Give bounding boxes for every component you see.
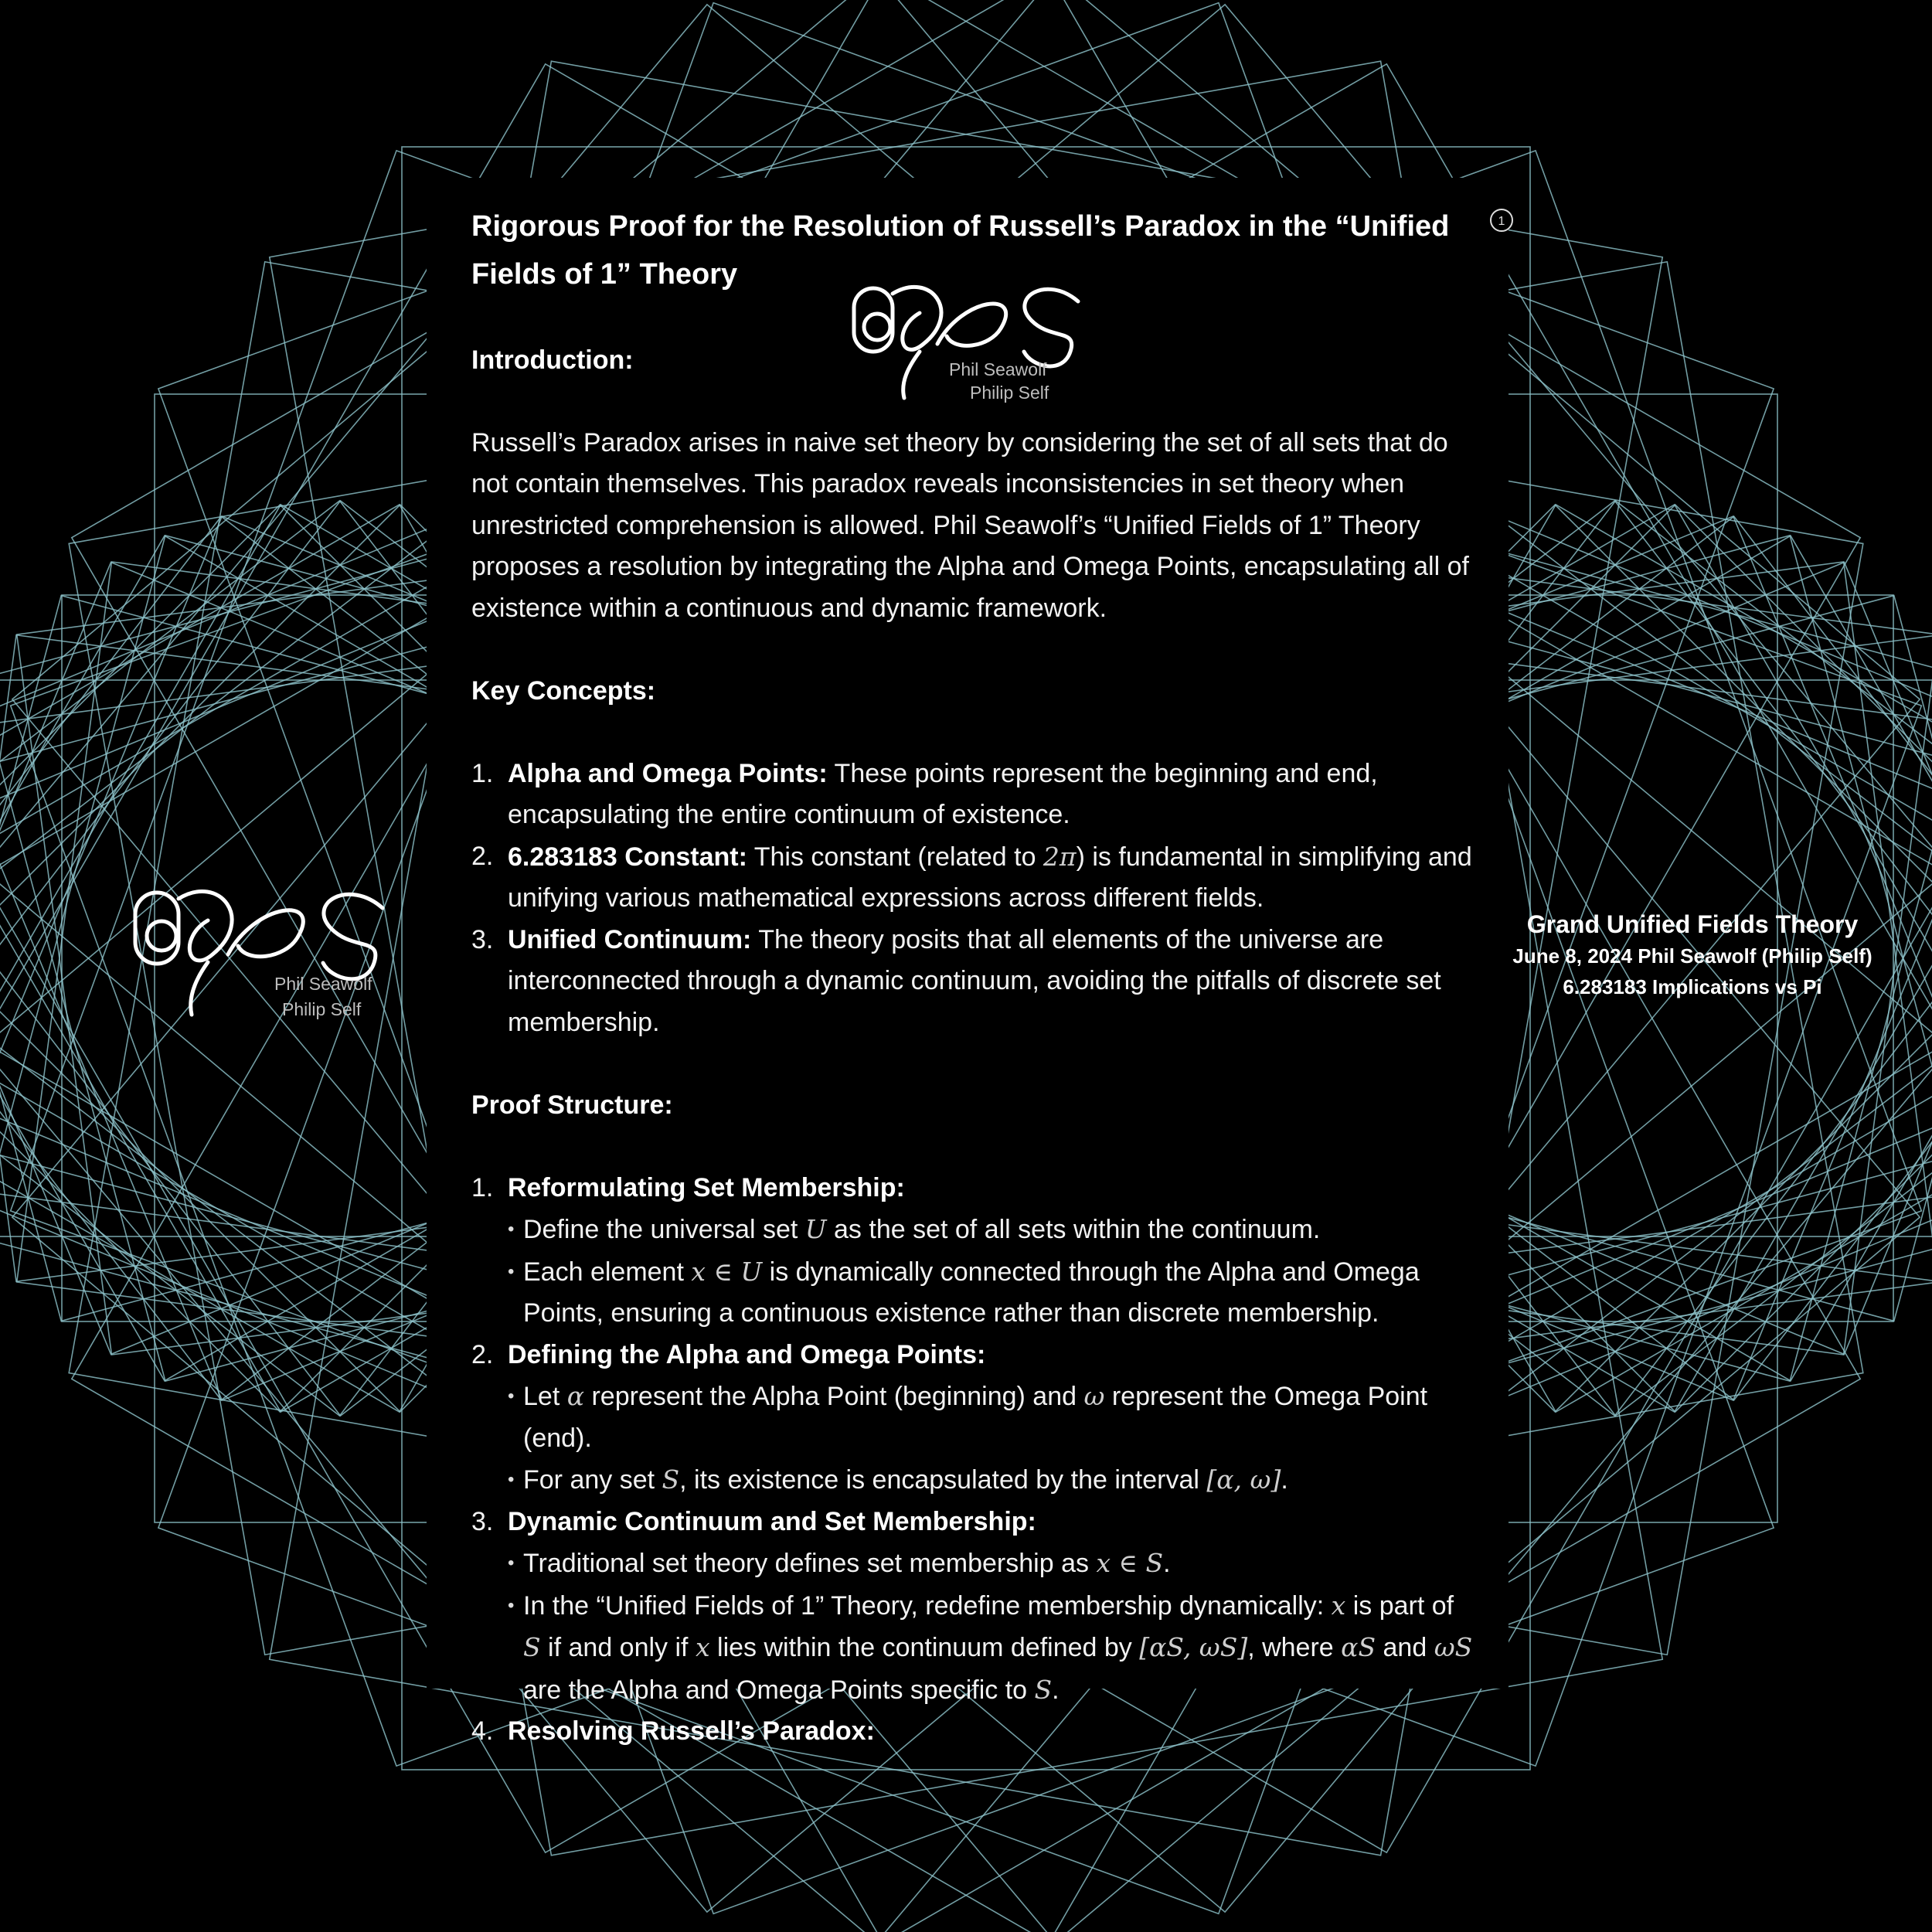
theory-label [1499, 908, 1886, 1002]
list-item: 4. Resolving Russell’s Paradox: [471, 1716, 875, 1746]
list-item: 1. Reformulating Set Membership: • Define the universal set U as the set of all sets within the continuum. • Each element x ∈ U is dynamically connected through the Alpha and Omega Points, ensuring a continuous existence rather than discrete membership. [471, 1168, 1476, 1335]
list-item: 2. Defining the Alpha and Omega Points: • Let α represent the Alpha Point (beginning) and ω represent the Omega Point (end). • For any set S, its existence is encapsulated by the interval [α, ω]. [471, 1335, 1476, 1502]
logo-name-2: Philip Self [970, 383, 1049, 403]
introduction-text: Russell’s Paradox arises in naive set theory by considering the set of all sets that do not contain themselves. This paradox reveals inconsistencies in set theory when unrestricted comprehension is allowed. Phil Seawolf’s “Unified Fields of 1” Theory proposes a resolution by integrating the Alpha and Omega Points, encapsulating all of existence within a continuous and dynamic framework. [471, 427, 1469, 623]
list-item: 2. 6.283183 Constant: This constant (related to 2π) is fundamental in simplifying and unifying various mathematical expressions across different fields. [471, 841, 1472, 913]
proof-steps-list [471, 1168, 1476, 1753]
key-concepts-heading: Key Concepts: [471, 675, 656, 706]
introduction-heading: Introduction: [471, 345, 634, 375]
theory-subtitle: 6.283183 Implications vs Pi [1563, 975, 1822, 998]
bullet-item: • Let α represent the Alpha Point (beginning) and ω represent the Omega Point (end). [508, 1381, 1428, 1453]
bullet-item: • For any set S, its existence is encapsulated by the interval [α, ω]. [508, 1464, 1288, 1495]
list-item: 3. Dynamic Continuum and Set Membership: • Traditional set theory defines set membership as x ∈ S. • In the “Unified Fields of 1” Theory, redefine membership dynamically: x is part of S if and only if x lies within the continuum defined by [αS, ωS], where αS and ωS are the Alpha and Omega Points specific to S. [471, 1502, 1476, 1712]
bullet-item: • In the “Unified Fields of 1” Theory, redefine membership dynamically: x is part of S if and only if x lies within the continuum defined by [αS, ωS], where αS and ωS are the Alpha and Omega Points specific to S. [508, 1590, 1473, 1705]
key-concepts-list [471, 753, 1476, 1044]
document-body [471, 202, 1476, 1753]
logo-name-1: Phil Seawolf [274, 974, 372, 994]
proof-structure-heading: Proof Structure: [471, 1090, 673, 1120]
list-item: 1. Alpha and Omega Points: These points represent the beginning and end, encapsulating the entire continuum of existence. [471, 758, 1378, 829]
document-title: Rigorous Proof for the Resolution of Russell’s Paradox in the “Unified Fields of 1” Theory [471, 210, 1450, 291]
logo-name-1: Phil Seawolf [949, 359, 1047, 379]
list-item: 3. Unified Continuum: The theory posits that all elements of the universe are interconnected through a dynamic continuum, avoiding the pitfalls of discrete set membership. [471, 924, 1441, 1037]
logo-left [128, 869, 398, 1039]
theory-title: Grand Unified Fields Theory [1526, 910, 1859, 938]
citation-icon[interactable]: 1 [1490, 209, 1513, 232]
bullet-item: • Traditional set theory defines set membership as x ∈ S. [508, 1548, 1171, 1578]
bullet-item: • Define the universal set U as the set of all sets within the continuum. [508, 1214, 1321, 1244]
bullet-item: • Each element x ∈ U is dynamically connected through the Alpha and Omega Points, ensuring a continuous existence rather than discrete membership. [508, 1256, 1420, 1328]
theory-date-author: June 8, 2024 Phil Seawolf (Philip Self) [1512, 944, 1872, 968]
logo-name-2: Philip Self [282, 999, 362, 1019]
